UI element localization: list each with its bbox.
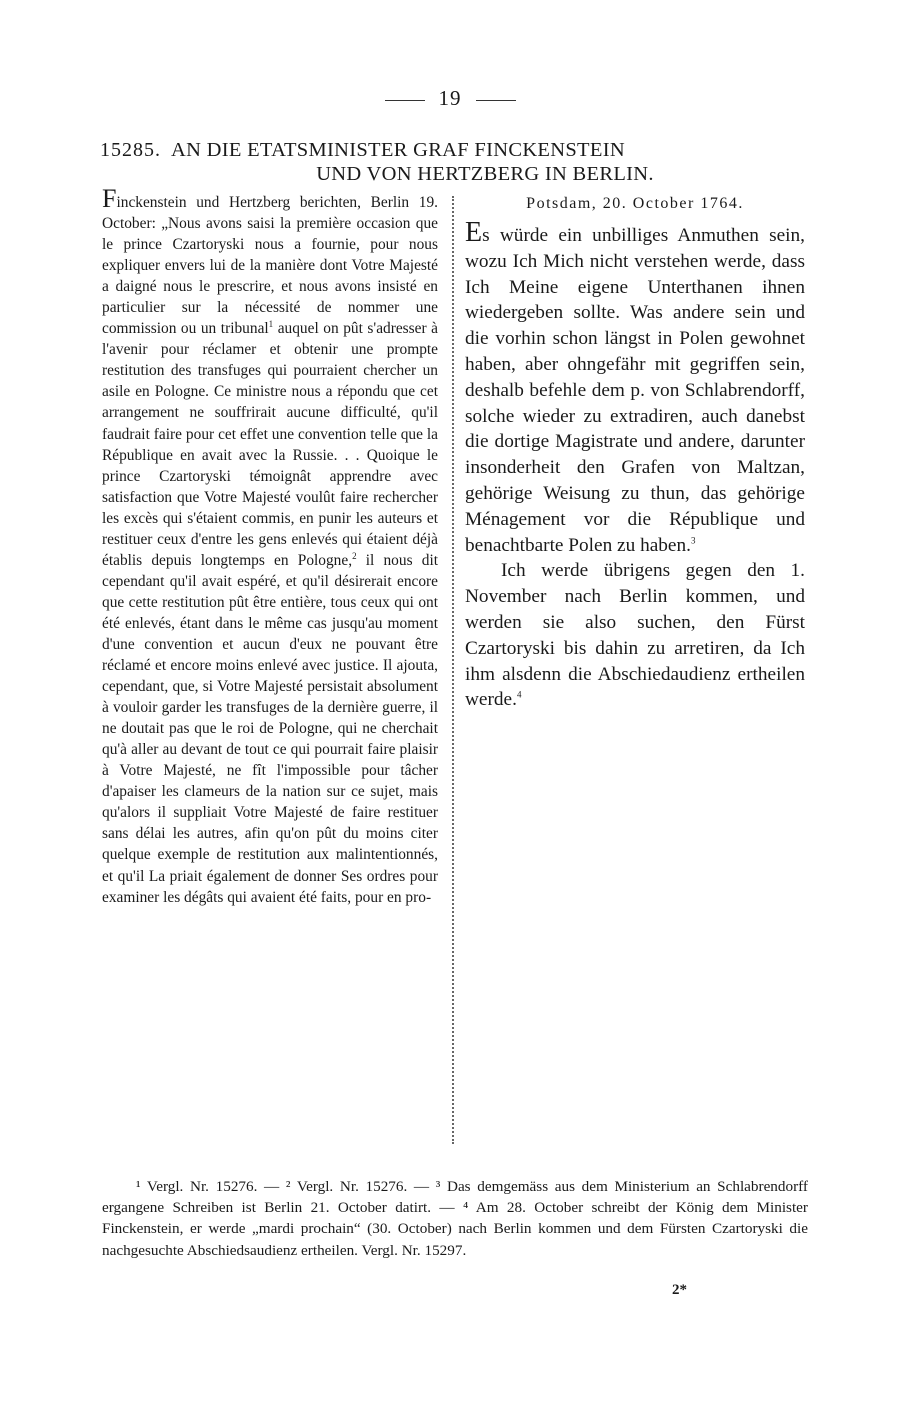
header-rule-right xyxy=(476,100,516,101)
column-divider xyxy=(452,196,454,1144)
letter-column xyxy=(465,192,805,713)
footnote-ref-4: 4 xyxy=(516,689,522,700)
letter-text-2: Ich werde übrigens gegen den 1. November nach Berlin kommen, und werden sie also suchen, den Fürst Czartoryski bis dahin zu arretiren, da Ich ihm alsdenn die Abschiedaudienz ertheilen werde. xyxy=(465,560,805,711)
footnote-ref-3: 3 xyxy=(690,535,696,546)
footnotes-text: ¹ Vergl. Nr. 15276. — ² Vergl. Nr. 15276. — ³ Das demgemäss aus dem Ministerium an Schlabrendorff ergangene Schreiben ist Berlin 21. October datirt. — ⁴ Am 28. October schreibt der König dem Minister Finckenstein, er werde „mardi prochain“ (30. October) nach Berlin kommen und dem Fürsten Czartoryski die nachgesuchte Abschiedsaudienz ertheilen. Vergl. Nr. 15297. xyxy=(102,1178,808,1259)
footnote-ref-1: 1 xyxy=(268,319,274,330)
report-initial: F xyxy=(102,184,117,213)
report-text-3: il nous dit cependant qu'il avait espéré, et qu'il désirerait encore que cette restitution pût être entière, tous ceux qui ont été enlevés, étant dans le même cas jusqu'au moment d'une convention et aucun d'eux ne pouvant être réclamé et encore moins enlevé avec justice. Il ajouta, cependant, que, si Votre Majesté persistait absolument à vouloir garder les transfuges de la dernière guerre, il ne doutait pas que le roi de Pologne, qui ne cherchait qu'à aller au devant de tout ce qui pourrait faire plaisir à Votre Majesté, ne fît l'impossible pour tâcher d'apaiser les clameurs de la nation sur ce sujet, mais qu'alors il suppliait Votre Majesté de faire restituer sans délai les autres, afin qu'on pût du moins citer quelque exemple de restitution aux malintentionnés, et qu'il La priait également de donner Ses ordres pour examiner les dégâts qui avaient été faits, pour en pro- xyxy=(102,551,438,906)
footnotes xyxy=(102,1176,808,1261)
title-line-2: UND VON HERTZBERG IN BERLIN. xyxy=(316,163,654,185)
document-number: 15285. xyxy=(100,139,161,161)
letter-paragraph-1 xyxy=(465,217,805,558)
report-text-2: auquel on pût s'adresser à l'avenir pour réclamer et obtenir une prompte restitution des transfuges qui pourraient chercher un asile en Pologne. Ce ministre nous a répondu que cet arrangement ne souffrirait aucune difficulté, qu'il faudrait faire pour cet effet une convention telle que la République en avait avec la Russie. . . Quoique le prince Czartoryski témoignât apprendre avec satisfaction que Votre Majesté voulût faire rechercher les excès qui s'étaient commis, en punir les auteurs et restituer ceux d'entre les gens enlevés qui étaient déjà établis depuis longtemps en Pologne, xyxy=(102,320,438,569)
report-text-1: inckenstein und Hertzberg berichten, Berlin 19. October: „Nous avons saisi la première occasion que le prince Czartoryski nous a fournie, pour nous expliquer envers lui de la manière dont Votre Majesté a daigné nous le prescrire, et nous avons insisté en particulier sur la nécessité de nommer une commission ou un tribunal xyxy=(102,194,438,338)
page-number: 19 xyxy=(438,86,462,110)
header-rule-left xyxy=(385,100,425,101)
report-paragraph xyxy=(102,184,438,908)
letter-paragraph-2 xyxy=(465,558,805,713)
report-column xyxy=(102,184,438,908)
title-line-1: AN DIE ETATSMINISTER GRAF FINCKENSTEIN xyxy=(171,139,625,161)
date-line: Potsdam, 20. October 1764. xyxy=(526,195,744,212)
document-title xyxy=(100,138,810,186)
page-number-header xyxy=(0,86,900,111)
letter-text-1: s würde ein unbilliges Anmuthen sein, wozu Ich Mich nicht verstehen werde, dass Ich Meine eigene Unterthanen ihnen wiedergeben sollte. Was andere sein und die vorhin schon längst in Polen gewohnet haben, aber ohngefähr mit gegriffen sein, deshalb befehle dem p. von Schlabrendorff, solche wieder zu extradiren, auch danebst die dortige Magistrate und andere, darunter insonderheit den Grafen von Maltzan, gehörige Weisung zu thun, das gehörige Ménagement vor die République und benachtbarte Polen zu haben. xyxy=(465,225,805,556)
letter-initial: E xyxy=(465,217,483,248)
sheet-signature: 2* xyxy=(672,1282,687,1298)
footnote-ref-2: 2 xyxy=(352,550,357,561)
